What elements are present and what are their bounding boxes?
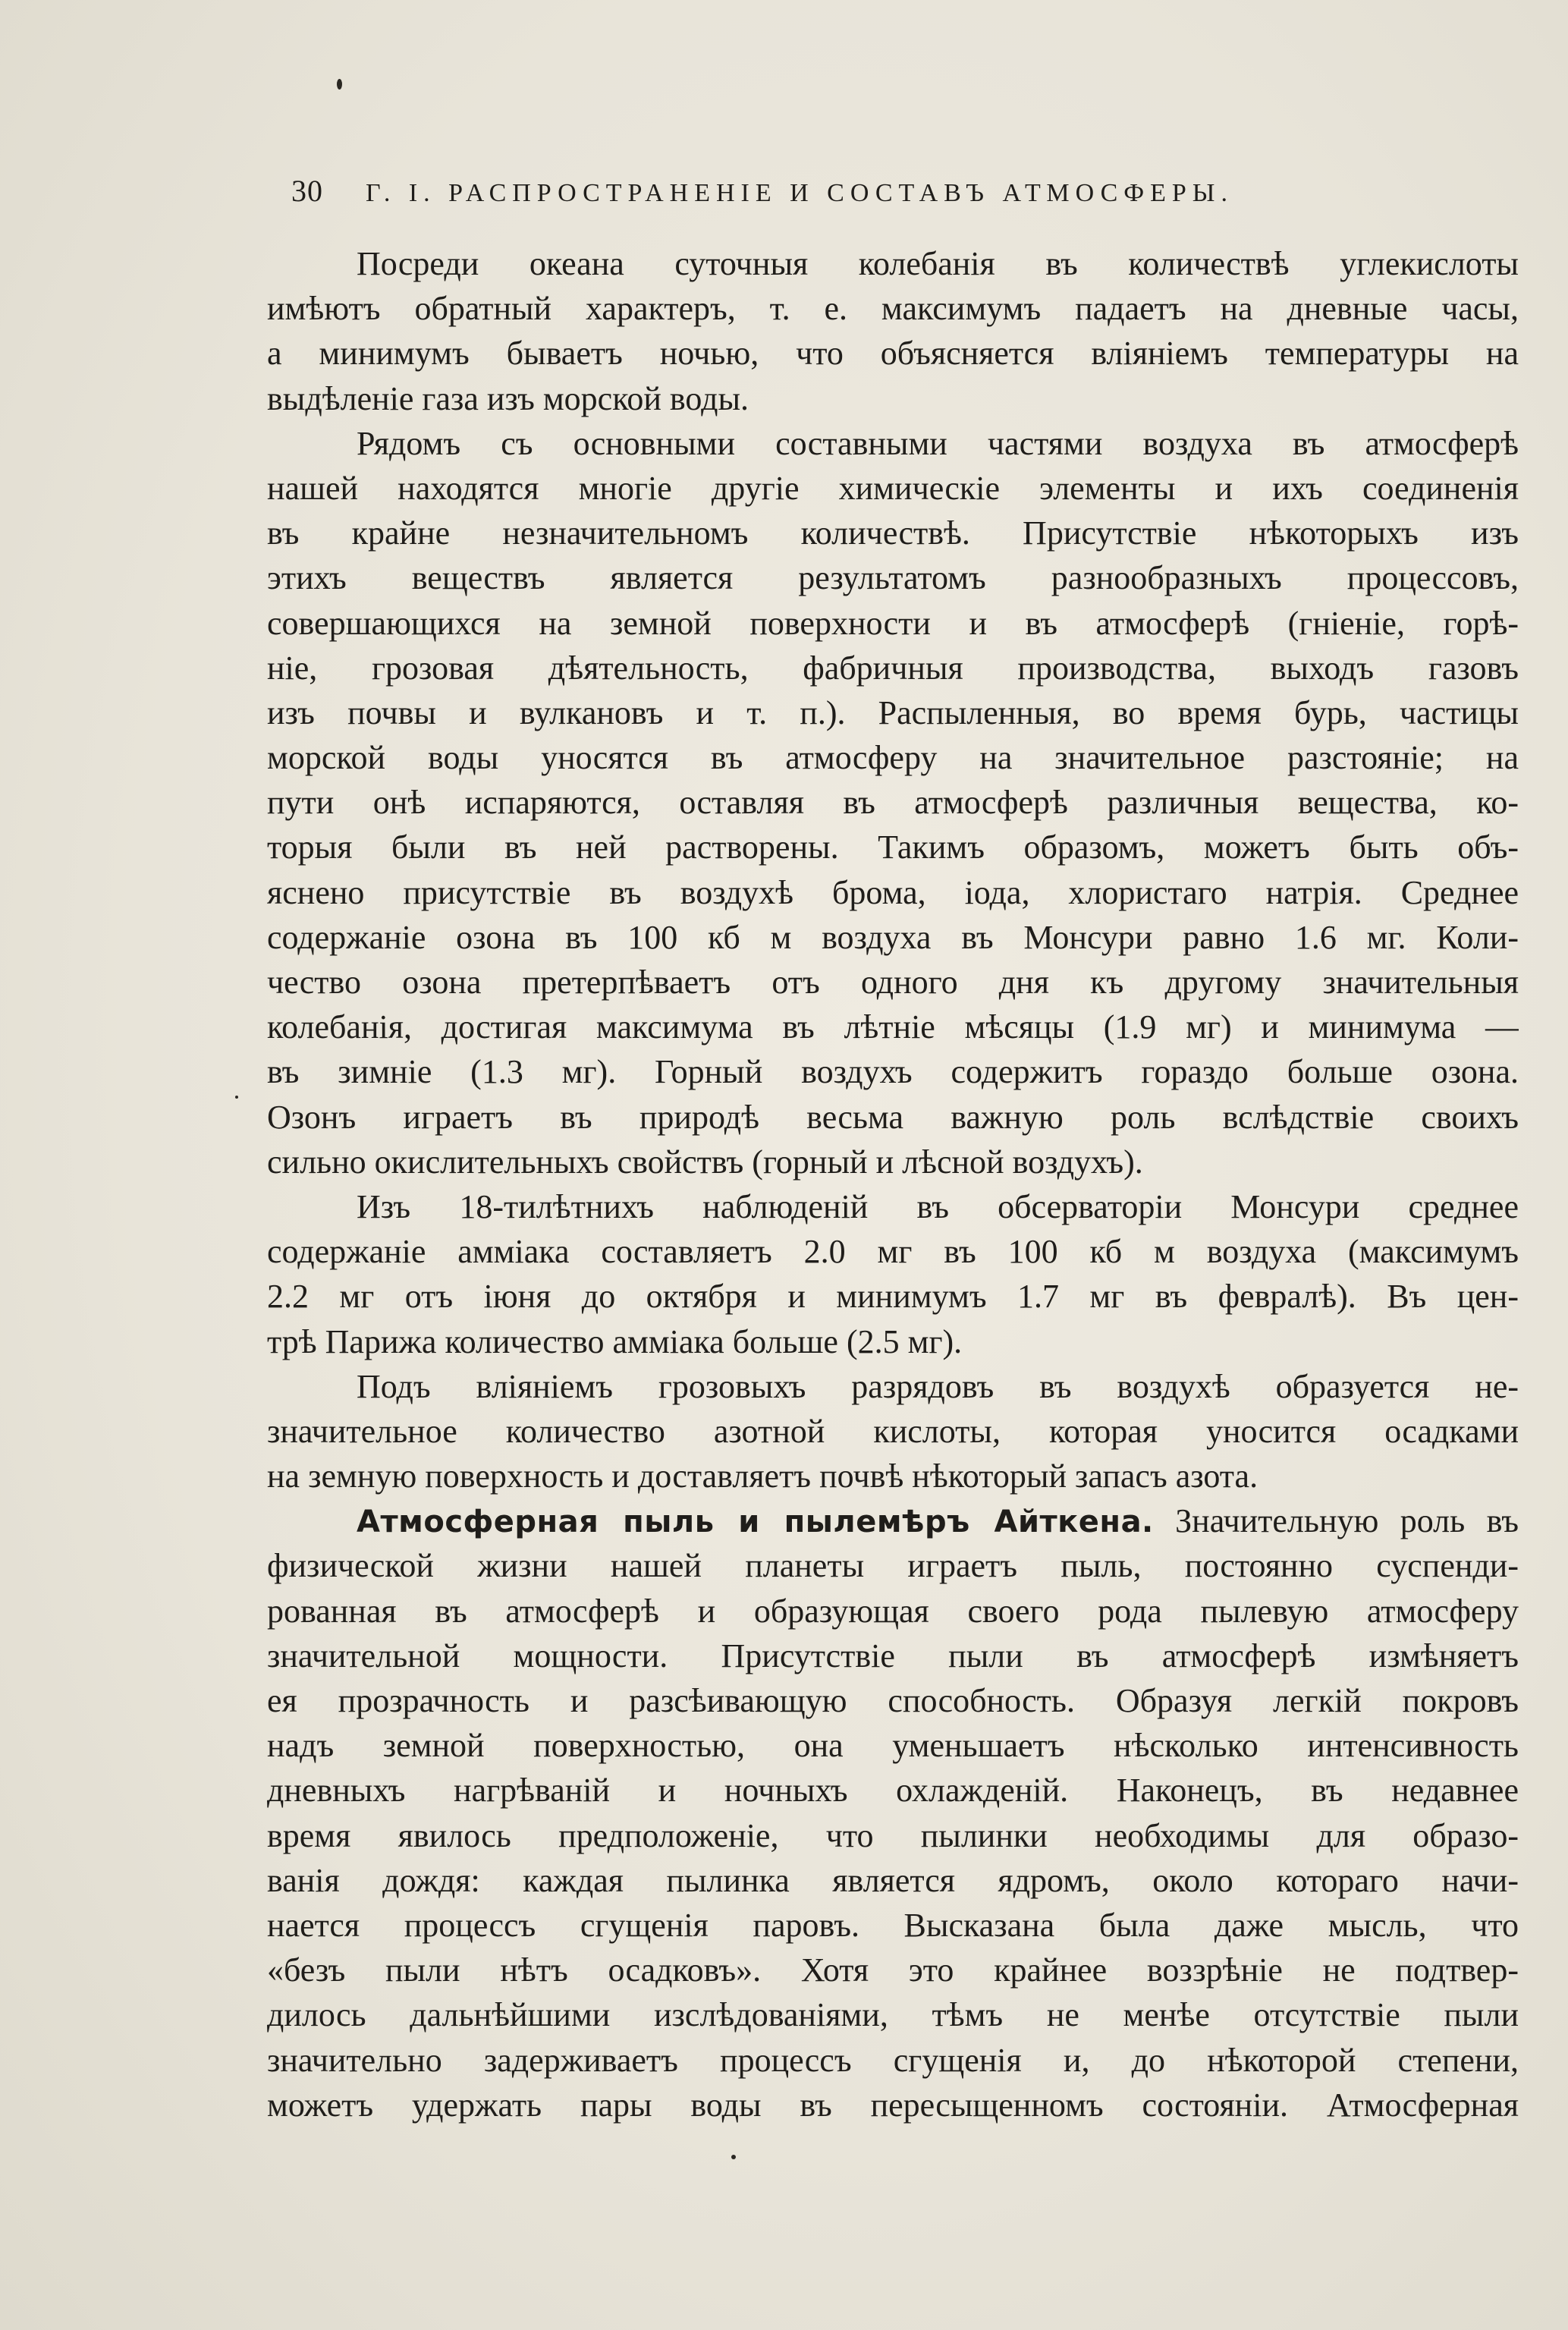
text-line [267, 601, 1519, 646]
line-text: Посреди океана суточныя колебанія въ количествѣ углекислоты [357, 245, 1519, 282]
text-line [267, 690, 1519, 735]
text-line [267, 1184, 1519, 1229]
running-head [291, 173, 1414, 219]
line-text: Рядомъ съ основными составными частями воздуха въ атмосферѣ [357, 424, 1519, 462]
line-text: Озонъ играетъ въ природѣ весьма важную роль вслѣдствіе своихъ [267, 1098, 1519, 1136]
line-text: 2.2 мг отъ іюня до октября и минимумъ 1.7 мг въ февралѣ). Въ цен- [267, 1278, 1519, 1316]
line-text: Подъ вліяніемъ грозовыхъ разрядовъ въ воздухѣ образуется не- [357, 1367, 1519, 1405]
text-line [267, 241, 1519, 286]
text-line [267, 646, 1519, 690]
text-line [267, 331, 1519, 376]
line-text: имѣютъ обратный характеръ, т. е. максимумъ падаетъ на дневные часы, [267, 290, 1519, 328]
text-line [267, 2038, 1519, 2083]
text-line [267, 1049, 1519, 1094]
text-line [267, 1543, 1519, 1588]
line-text: пути онѣ испаряются, оставляя въ атмосферѣ различныя вещества, ко- [267, 784, 1519, 822]
text-line [267, 1364, 1519, 1409]
line-text: колебанія, достигая максимума въ лѣтніе мѣсяцы (1.9 мг) и минимума — [267, 1008, 1519, 1046]
line-text: торыя были въ ней растворены. Такимъ образомъ, можетъ быть объ- [267, 829, 1519, 866]
text-line [267, 1723, 1519, 1768]
text-line [267, 2083, 1519, 2127]
section-heading: Атмосферная пыль и пылемѣръ Айткена. [357, 1505, 1154, 1540]
text-line [267, 1589, 1519, 1634]
text-line [267, 555, 1519, 600]
line-text: трѣ Парижа количество аммiака больше (2.5 мг). [267, 1322, 963, 1360]
line-text: «безъ пыли нѣтъ осадковъ». Хотя это крайнее воззрѣніе не подтвер- [267, 1951, 1519, 1989]
text-line [267, 511, 1519, 555]
text-line [267, 1229, 1519, 1274]
text-line [267, 780, 1519, 825]
line-text: физической жизни нашей планеты играетъ пыль, постоянно суспенди- [267, 1547, 1519, 1585]
text-line [267, 1454, 1519, 1498]
text-line [267, 1858, 1519, 1903]
line-text: надъ земной поверхностью, она уменьшаетъ нѣсколько интенсивность [267, 1727, 1519, 1765]
text-line [267, 1768, 1519, 1813]
line-text: выдѣленіе газа изъ морской воды. [267, 379, 749, 417]
line-text: Значительную роль въ [1153, 1502, 1519, 1540]
ink-speck [731, 2155, 736, 2159]
text-line [267, 1498, 1519, 1543]
text-line [267, 1409, 1519, 1454]
text-line [267, 870, 1519, 915]
line-text: значительной мощности. Присутствіе пыли въ атмосферѣ измѣняетъ [267, 1637, 1519, 1674]
text-line [267, 1095, 1519, 1140]
line-text: время явилось предположеніе, что пылинки необходимы для образо- [267, 1816, 1519, 1854]
text-line [267, 735, 1519, 780]
line-text: этихъ веществъ является результатомъ разнообразныхъ процессовъ, [267, 559, 1519, 597]
body-text [267, 241, 1519, 2127]
line-text: дилось дальнѣйшими изслѣдованіями, тѣмъ не менѣе отсутствіе пыли [267, 1996, 1519, 2034]
line-text: морской воды уносятся въ атмосферу на значительное разстояніе; на [267, 739, 1519, 777]
text-line [267, 1140, 1519, 1184]
line-text: нашей находятся многіе другіе химическіе элементы и ихъ соединенія [267, 469, 1519, 507]
page-number: 30 [291, 174, 323, 208]
line-text: рованная въ атмосферѣ и образующая своего рода пылевую атмосферу [267, 1592, 1519, 1630]
text-line [267, 421, 1519, 466]
text-line [267, 915, 1519, 960]
line-text: яснено присутствіе въ воздухѣ брома, іода, хлористаго натрія. Среднее [267, 873, 1519, 911]
line-text: въ зимніе (1.3 мг). Горный воздухъ содержитъ гораздо больше озона. [267, 1053, 1519, 1091]
text-line [267, 1319, 1519, 1364]
line-text: ніе, грозовая дѣятельность, фабричныя производства, выходъ газовъ [267, 649, 1519, 687]
text-line [267, 825, 1519, 869]
text-line [267, 1274, 1519, 1319]
line-text: въ крайне незначительномъ количествѣ. Присутствіе нѣкоторыхъ изъ [267, 514, 1519, 552]
chapter-title: Г. I. РАСПРОСТРАНЕНІЕ И СОСТАВЪ АТМОСФЕРЫ. [366, 179, 1233, 207]
text-line [267, 1813, 1519, 1858]
line-text: а минимумъ бываетъ ночью, что объясняется вліяніемъ температуры на [267, 335, 1519, 373]
line-text: содержаніе аммiака составляетъ 2.0 мг въ 100 кб м воздуха (максимумъ [267, 1233, 1519, 1271]
line-text: совершающихся на земной поверхности и въ атмосферѣ (гніеніе, горѣ- [267, 604, 1519, 642]
line-text: содержаніе озона въ 100 кб м воздуха въ Монсури равно 1.6 мг. Коли- [267, 918, 1519, 956]
line-text: ванія дождя: каждая пылинка является ядромъ, около котораго начи- [267, 1861, 1519, 1899]
text-line [267, 1992, 1519, 2037]
text-line [267, 466, 1519, 511]
line-text: значительное количество азотной кислоты, которая уносится осадками [267, 1412, 1519, 1450]
line-text: Изъ 18-тилѣтнихъ наблюденій въ обсерваторіи Монсури среднее [357, 1187, 1519, 1225]
line-text: изъ почвы и вулкановъ и т. п.). Распыленныя, во время бурь, частицы [267, 693, 1519, 731]
line-text: нается процессъ сгущенія паровъ. Высказана была даже мысль, что [267, 1906, 1519, 1944]
text-line [267, 1948, 1519, 1992]
line-text: сильно окислительныхъ свойствъ (горный и лѣсной воздухъ). [267, 1143, 1143, 1181]
text-line [267, 376, 1519, 421]
text-line [267, 1005, 1519, 1049]
line-text: чество озона претерпѣваетъ отъ одного дня къ другому значительныя [267, 964, 1519, 1001]
ink-speck [337, 79, 342, 90]
text-line [267, 1903, 1519, 1948]
ink-speck [235, 1096, 238, 1099]
line-text: дневныхъ нагрѣваній и ночныхъ охлажденій. Наконецъ, въ недавнее [267, 1772, 1519, 1810]
line-text: ея прозрачность и разсѣивающую способность. Образуя легкій покровъ [267, 1682, 1519, 1719]
line-text: можетъ удержать пары воды въ пересыщенномъ состояніи. Атмосферная [267, 2086, 1519, 2124]
text-line [267, 960, 1519, 1005]
line-text: на земную поверхность и доставляетъ почвѣ нѣкоторый запасъ азота. [267, 1457, 1258, 1495]
text-line [267, 1678, 1519, 1723]
text-line [267, 1634, 1519, 1678]
line-text: значительно задерживаетъ процессъ сгущенія и, до нѣкоторой степени, [267, 2041, 1519, 2079]
text-line [267, 286, 1519, 331]
